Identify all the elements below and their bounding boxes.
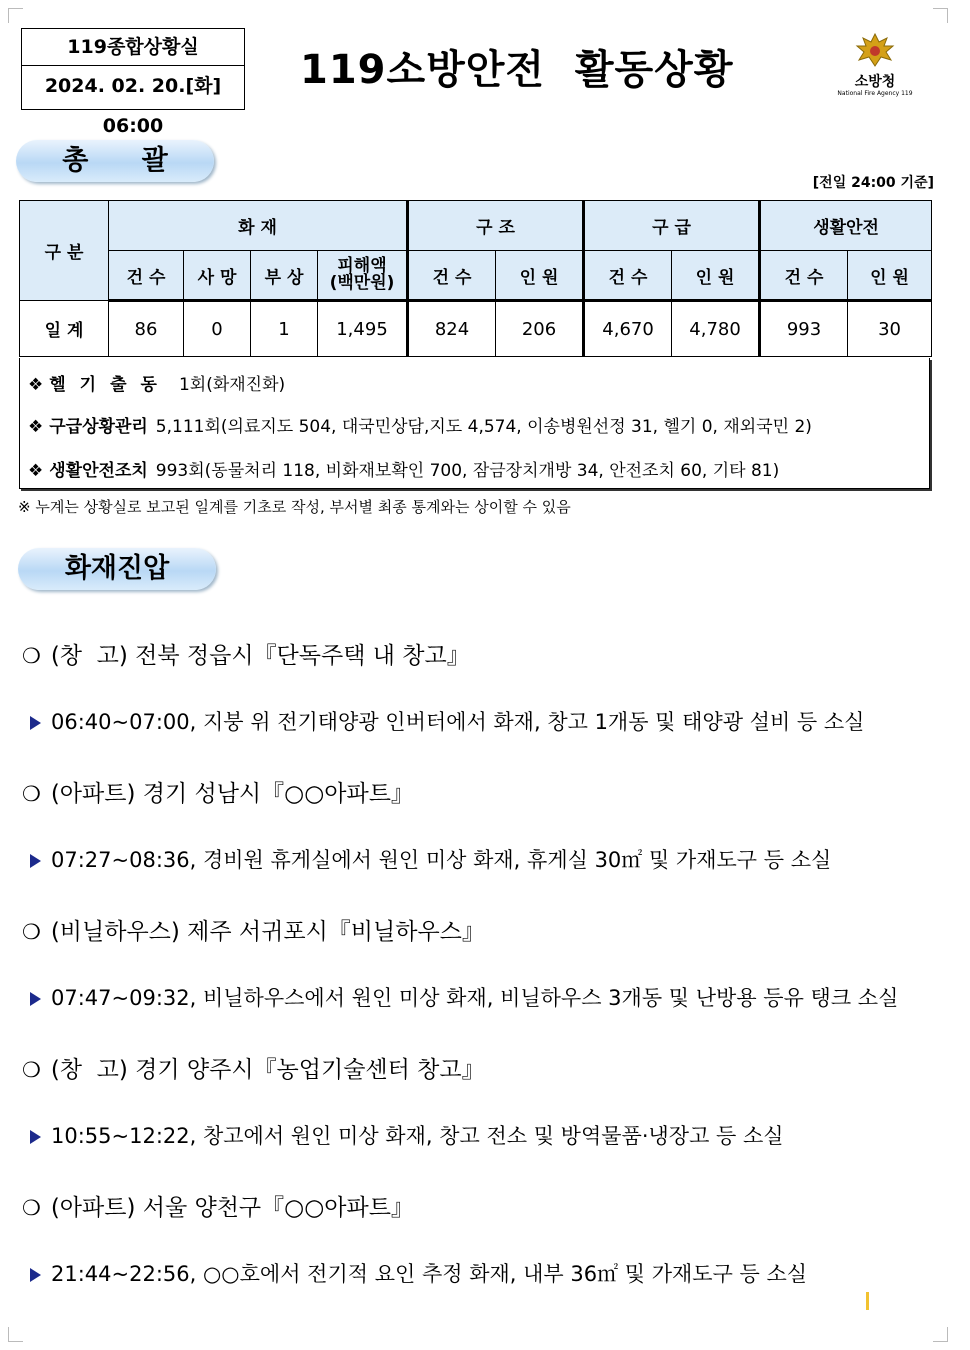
incident-title-text: (창 고) 경기 양주시『농업기술센터 창고』 — [50, 1057, 485, 1083]
incident-title-text: (아파트) 서울 양천구『○○아파트』 — [50, 1195, 414, 1221]
triangle-bullet-icon — [30, 854, 41, 868]
fire-agency-emblem-icon — [853, 32, 897, 70]
corner-mark — [933, 1327, 948, 1342]
note-text: 993회(동물처리 118, 비화재보확인 700, 잠금장치개방 34, 안전조치 60, 기타 81) — [155, 461, 780, 481]
incident-title — [22, 775, 414, 808]
table-header-row — [20, 201, 932, 251]
incident-title — [22, 637, 470, 670]
damage-unit: (백만원) — [329, 273, 395, 293]
diamond-bullet-icon: ❖ — [28, 417, 44, 437]
note-label: 구급상황관리 — [49, 417, 148, 437]
circle-bullet-icon: ❍ — [22, 920, 41, 944]
damage-label: 피해액 — [337, 256, 387, 276]
triangle-bullet-icon — [30, 716, 41, 730]
incident-title-text: (창 고) 전북 정읍시『단독주택 내 창고』 — [50, 643, 470, 669]
ems-group-header: 구 급 — [584, 201, 760, 251]
logo-name: 소방청 — [854, 74, 896, 90]
basis-time: [전일 24:00 기준] — [812, 175, 934, 191]
note-helicopter — [28, 370, 285, 395]
cursor-mark — [866, 1292, 869, 1310]
circle-bullet-icon: ❍ — [22, 782, 41, 806]
fire-injury-header: 부 상 — [251, 251, 318, 301]
note-text: 1회(화재진화) — [178, 375, 286, 395]
triangle-bullet-icon — [30, 1130, 41, 1144]
incident-title — [22, 1189, 414, 1222]
safety-persons: 30 — [848, 301, 932, 357]
note-ems-management — [28, 412, 812, 437]
ems-persons-header: 인 원 — [672, 251, 760, 301]
logo-subtitle: National Fire Agency 119 — [837, 90, 913, 97]
circle-bullet-icon: ❍ — [22, 644, 41, 668]
fire-injury: 1 — [251, 301, 318, 357]
summary-table — [19, 200, 932, 357]
fire-death-header: 사 망 — [184, 251, 251, 301]
diamond-bullet-icon: ❖ — [28, 461, 44, 481]
circle-bullet-icon: ❍ — [22, 1058, 41, 1082]
fire-count-header: 건 수 — [109, 251, 184, 301]
incident-title — [22, 913, 485, 946]
corner-mark — [933, 8, 948, 23]
rescue-group-header: 구 조 — [408, 201, 584, 251]
report-info-box — [21, 28, 245, 137]
incident-title-text: (아파트) 경기 성남시『○○아파트』 — [50, 781, 414, 807]
table-row — [20, 301, 932, 357]
incident-detail-text: 07:47~09:32, 비닐하우스에서 원인 미상 화재, 비닐하우스 3개동 및 난방용 등유 탱크 소실 — [51, 986, 899, 1010]
incident-detail — [30, 1120, 784, 1150]
incident-detail-text: 07:27~08:36, 경비원 휴게실에서 원인 미상 화재, 휴게실 30㎡ 및 가재도구 등 소실 — [51, 848, 832, 872]
row-label: 일 계 — [20, 301, 109, 357]
note-text: 5,111회(의료지도 504, 대국민상담,지도 4,574, 이송병원선정 31, 헬기 0, 재외국민 2) — [155, 417, 812, 437]
rescue-persons: 206 — [496, 301, 584, 357]
note-label: 헬기출동 — [49, 375, 171, 395]
incident-detail-text: 10:55~12:22, 창고에서 원인 미상 화재, 창고 전소 및 방역물품·냉장고 등 소실 — [51, 1124, 784, 1148]
safety-persons-header: 인 원 — [848, 251, 932, 301]
corner-mark — [8, 8, 23, 23]
rescue-count-header: 건 수 — [408, 251, 496, 301]
safety-count-header: 건 수 — [760, 251, 848, 301]
footnote: ※ 누계는 상황실로 보고된 일계를 기초로 작성, 부서별 최종 통계와는 상이할 수 있음 — [18, 498, 571, 516]
report-datetime: 2024. 02. 20.[화] 06:00 — [44, 75, 222, 137]
fire-damage: 1,495 — [318, 301, 408, 357]
incident-detail-text: 06:40~07:00, 지붕 위 전기태양광 인버터에서 화재, 창고 1개동 및 태양광 설비 등 소실 — [51, 710, 865, 734]
diamond-bullet-icon: ❖ — [28, 375, 44, 395]
note-label: 생활안전조치 — [49, 461, 148, 481]
rescue-persons-header: 인 원 — [496, 251, 584, 301]
fire-group-header: 화 재 — [109, 201, 408, 251]
ems-count-header: 건 수 — [584, 251, 672, 301]
triangle-bullet-icon — [30, 992, 41, 1006]
incident-detail — [30, 844, 831, 874]
incident-detail — [30, 1258, 807, 1288]
incident-title-text: (비닐하우스) 제주 서귀포시『비닐하우스』 — [50, 919, 485, 945]
incident-title — [22, 1051, 485, 1084]
incident-detail — [30, 982, 898, 1012]
circle-bullet-icon: ❍ — [22, 1196, 41, 1220]
page-title: 119소방안전 활동상황 — [300, 47, 734, 93]
summary-notes — [19, 358, 930, 489]
agency-logo — [820, 32, 930, 98]
category-header: 구 분 — [20, 201, 109, 301]
safety-group-header: 생활안전 — [760, 201, 932, 251]
rescue-count: 824 — [408, 301, 496, 357]
fire-count: 86 — [109, 301, 184, 357]
incident-detail-text: 21:44~22:56, ○○호에서 전기적 요인 추정 화재, 내부 36㎡ 및 가재도구 등 소실 — [51, 1262, 808, 1286]
safety-count: 993 — [760, 301, 848, 357]
section-title-fires: 화재진압 — [18, 548, 216, 590]
corner-mark — [8, 1327, 23, 1342]
table-subheader-row — [20, 251, 932, 301]
fire-damage-header — [318, 251, 408, 301]
triangle-bullet-icon — [30, 1268, 41, 1282]
ems-count: 4,670 — [584, 301, 672, 357]
ems-persons: 4,780 — [672, 301, 760, 357]
fire-death: 0 — [184, 301, 251, 357]
incident-detail — [30, 706, 864, 736]
note-safety-actions — [28, 456, 779, 481]
section-title-summary: 총 괄 — [16, 140, 214, 182]
office-name: 119종합상황실 — [22, 29, 244, 66]
